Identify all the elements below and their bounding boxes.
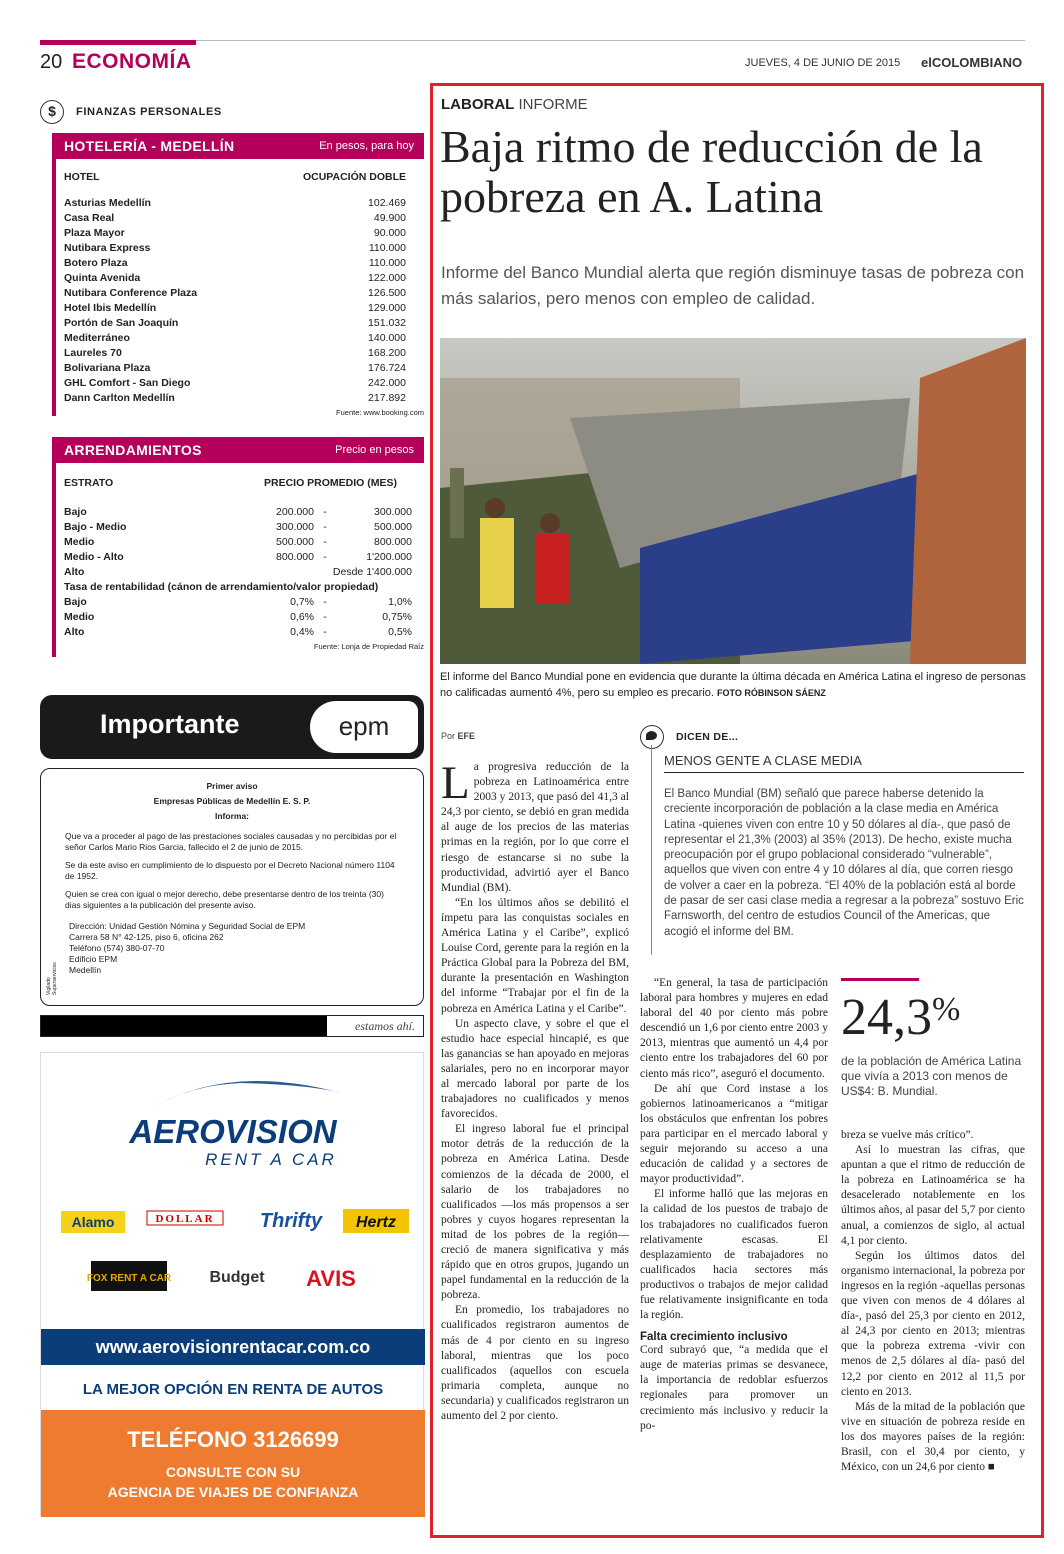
- tasa-label: Tasa de rentabilidad (cánon de arrendamiento/valor propiedad): [64, 581, 379, 593]
- article-col-1: [441, 757, 629, 1424]
- arriendo-row: [56, 505, 424, 520]
- c3-p2: Según los últimos datos del organismo internacional, la pobreza por ingresos en la región -aquellas personas que viven con menos de 4 dólares al día-, pasó del 25,3 por ciento en 2012, al 24,3 por ciento en 2013; mientras que la pobreza extrema -vivir con menos de 2,5 dólares al día- pasó del 12,2 por ciento en 2012 al 11,5 por ciento en 2013.: [841, 1249, 1025, 1398]
- newspaper-name: elCOLOMBIANO: [921, 55, 1023, 70]
- stat-unit: %: [932, 991, 961, 1028]
- logo-avis: AVIS: [306, 1266, 356, 1291]
- article-col-2: [640, 976, 828, 1434]
- hotel-name: Casa Real: [64, 212, 115, 224]
- ad-consult2: AGENCIA DE VIAJES DE CONFIANZA: [107, 1484, 359, 1500]
- hotel-price: 217.892: [368, 392, 406, 404]
- headline: Baja ritmo de reducción de la pobreza en A. Latina: [440, 121, 983, 222]
- arriendo-source: Fuente: Lonja de Propiedad Raíz: [313, 642, 424, 651]
- hotel-name: GHL Comfort - San Diego: [64, 377, 191, 389]
- hotel-row: [56, 301, 424, 316]
- finanzas-label: FINANZAS PERSONALES: [76, 106, 222, 118]
- section-title: ECONOMÍA: [72, 50, 192, 73]
- dash: -: [323, 626, 327, 638]
- address-line: Medellín: [69, 965, 102, 975]
- dek: Informe del Banco Mundial alerta que región disminuye tasas de pobreza con más salarios, pero menos con empleo de calidad.: [441, 263, 1025, 308]
- hotel-price: 90.000: [373, 227, 406, 239]
- ad-graphic: [41, 1053, 425, 1517]
- aviso-p2: Se da este aviso en cumplimiento de lo dispuesto por el Decreto Nacional número 1104 de 1952.: [65, 860, 395, 881]
- c2-p2: El informe halló que las mejoras en la calidad de los puestos de trabajo de los trabajadores no cualificados fueron relativamente escasas. El desplazamiento de trabajadores no cualificados hacia sectores más productivos o trabajos de mejor calidad fue relativamente insignificante en toda la región.: [640, 1188, 828, 1322]
- estrato-label: Medio: [64, 536, 95, 548]
- hotel-row: [56, 346, 424, 361]
- estrato-label: Bajo: [64, 506, 87, 518]
- byline-agency: EFE: [457, 731, 476, 741]
- vigilado-label: Vigilado Superservicios: [46, 962, 58, 995]
- dash: -: [323, 536, 327, 548]
- c1-p2: Un aspecto clave, y sobre el que el estudio hace especial hincapié, es que las ganancias se han apoyado en mejoras salariales, pero no en incorporar mayor al mercado laboral por parte de los trabajadores no cualificados y menos favorecidos.: [441, 1017, 629, 1121]
- subhead: Falta crecimiento inclusivo: [640, 1331, 788, 1344]
- estrato-label: Bajo - Medio: [64, 521, 127, 533]
- hotel-name: Quinta Avenida: [64, 272, 141, 284]
- price-min: 300.000: [276, 521, 314, 533]
- ad-url: www.aerovisionrentacar.com.co: [95, 1337, 371, 1357]
- hotel-price: 122.000: [368, 272, 406, 284]
- hotel-name: Nutibara Express: [64, 242, 151, 254]
- caption-text: El informe del Banco Mundial pone en evidencia que durante la última década en América Latina el ingreso de personas no calificadas aumentó 4%, pero su empleo es precario.: [440, 671, 1026, 699]
- arriendo-row: [56, 610, 424, 625]
- alto-value: Desde 1'400.000: [332, 566, 412, 578]
- address-line: Teléfono (574) 380-07-70: [69, 943, 165, 953]
- price-min: 500.000: [276, 536, 314, 548]
- importante-title: Importante: [100, 709, 240, 739]
- dash: -: [323, 596, 327, 608]
- arrendamientos-subtitle: Precio en pesos: [335, 444, 414, 456]
- stat-number: 24,3: [841, 989, 932, 1046]
- c3-p3: Más de la mitad de la población que vive en situación de pobreza reside en los dos mayores países de la región: Brasil, con el 30,4 por ciento, y México, con un 24,6 por ciento ■: [841, 1400, 1025, 1474]
- kicker-main: LABORAL: [441, 96, 515, 113]
- hotel-row: [56, 391, 424, 406]
- arriendo-row: [56, 595, 424, 610]
- c1-p1: “En los últimos años se debilitó el ímpetu para las conquistas sociales en América Latina y el Caribe”, explicó Louise Cord, gerente para la región en la Práctica Global para la Pobreza del BM, durante la presentación en Washington del informe “Trabajar por el fin de la pobreza en América Latina y el Caribe”.: [441, 896, 629, 1015]
- kicker: [441, 96, 588, 113]
- col-estrato: ESTRATO: [64, 477, 114, 489]
- aviso-address: [41, 921, 423, 976]
- hotel-name: Nutibara Conference Plaza: [64, 287, 198, 299]
- hotel-name: Plaza Mayor: [64, 227, 125, 239]
- estamos-text: estamos ahí.: [355, 1019, 415, 1033]
- hotel-row: [56, 226, 424, 241]
- ad-tagline: LA MEJOR OPCIÓN EN RENTA DE AUTOS: [82, 1381, 384, 1398]
- logo-thrifty: Thrifty: [259, 1210, 323, 1232]
- logo-dollar: DOLLAR: [155, 1213, 215, 1225]
- speech-bubble-icon: [640, 725, 664, 749]
- hotel-price: 110.000: [368, 242, 406, 254]
- section-accent: [40, 40, 196, 45]
- dateline: JUEVES, 4 DE JUNIO DE 2015: [745, 57, 901, 69]
- dash: -: [323, 551, 327, 563]
- price-min: 0,6%: [290, 611, 314, 623]
- arriendo-row: [56, 520, 424, 535]
- price-max: 0,75%: [382, 611, 412, 623]
- article-col-3: [841, 1128, 1025, 1475]
- arriendo-row: [56, 550, 424, 565]
- aviso-l2: Empresas Públicas de Medellín E. S. P.: [153, 796, 311, 806]
- dash: -: [323, 506, 327, 518]
- price-max: 300.000: [374, 506, 412, 518]
- dollar-icon: $: [40, 100, 64, 124]
- importante-banner: [40, 695, 424, 759]
- dash: -: [323, 521, 327, 533]
- hotel-price: 151.032: [368, 317, 406, 329]
- car-swoosh-icon: [151, 1081, 341, 1108]
- estrato-label: Medio - Alto: [64, 551, 124, 563]
- photo-caption: [440, 669, 1026, 701]
- dicen-rule: [651, 745, 652, 955]
- address-line: Carrera 58 N° 42-125, piso 6, oficina 262: [69, 932, 224, 942]
- hotel-price: 168.200: [368, 347, 406, 359]
- logo-budget: Budget: [209, 1269, 265, 1286]
- price-max: 1'200.000: [366, 551, 412, 563]
- dicen-title: MENOS GENTE A CLASE MEDIA: [664, 753, 1024, 773]
- hotel-row: [56, 241, 424, 256]
- hotel-price: 49.900: [373, 212, 406, 224]
- ad-brand: AEROVISION: [129, 1113, 337, 1150]
- address-line: Edificio EPM: [69, 954, 118, 964]
- kicker-sub: INFORME: [518, 96, 588, 113]
- byline: [441, 731, 475, 741]
- aviso-p3: Quien se crea con igual o mejor derecho, debe presentarse dentro de los treinta (30) dias siguientes a la publicación del presente aviso.: [65, 889, 384, 910]
- col-precio: PRECIO PROMEDIO (MES): [264, 477, 398, 489]
- hotel-price: 126.500: [368, 287, 406, 299]
- stat-value: [841, 988, 960, 1047]
- hotel-row: [56, 211, 424, 226]
- hotel-name: Asturias Medellín: [64, 197, 151, 209]
- price-min: 800.000: [276, 551, 314, 563]
- hotel-source: Fuente: www.booking.com: [336, 408, 424, 417]
- ad-consult1: CONSULTE CON SU: [165, 1464, 301, 1480]
- c1-p0: [441, 757, 629, 896]
- aviso-l3: Informa:: [215, 811, 249, 821]
- hotel-price: 110.000: [368, 257, 406, 269]
- hoteleria-box: [52, 133, 424, 416]
- hotel-name: Portón de San Joaquín: [64, 317, 179, 329]
- hotel-row: [56, 196, 424, 211]
- hotel-price: 176.724: [368, 362, 406, 374]
- dropcap: L: [441, 757, 470, 809]
- hotel-row: [56, 361, 424, 376]
- hotel-price: 140.000: [368, 332, 406, 344]
- price-max: 500.000: [374, 521, 412, 533]
- estrato-label: Bajo: [64, 596, 87, 608]
- stat-text: de la población de América Latina que vivía a 2013 con menos de US$4: B. Mundial.: [841, 1054, 1022, 1098]
- price-min: 200.000: [276, 506, 314, 518]
- hotel-name: Bolivariana Plaza: [64, 362, 151, 374]
- hotel-name: Dann Carlton Medellín: [64, 392, 175, 404]
- hotel-row: [56, 256, 424, 271]
- stat-accent: [841, 978, 919, 981]
- hotel-name: Laureles 70: [64, 347, 122, 359]
- price-max: 800.000: [374, 536, 412, 548]
- hotel-name: Hotel Ibis Medellín: [64, 302, 157, 314]
- person-2: [536, 534, 570, 604]
- hotel-price: 242.000: [368, 377, 406, 389]
- arriendo-row: [56, 625, 424, 640]
- byline-por: Por: [441, 731, 456, 741]
- photo-graphic: [440, 338, 1026, 664]
- hotel-name: Mediterráneo: [64, 332, 130, 344]
- aviso-l1: Primer aviso: [206, 781, 258, 791]
- price-max: 0,5%: [388, 626, 412, 638]
- tasa-list: [56, 595, 424, 640]
- article-photo[interactable]: [440, 338, 1026, 664]
- price-min: 0,4%: [290, 626, 314, 638]
- page-number: 20: [40, 51, 63, 73]
- aerovision-ad[interactable]: [40, 1052, 424, 1516]
- address-line: Dirección: Unidad Gestión Nómina y Seguridad Social de EPM: [69, 921, 306, 931]
- epm-logo: epm: [310, 701, 418, 753]
- col-hotel: HOTEL: [64, 171, 100, 183]
- logo-hertz: Hertz: [355, 1214, 397, 1231]
- aviso-p1: Que va a proceder al pago de las prestaciones sociales causadas y no percibidas por el señor Carlos Mario Rios Garcia, fallecido el 2 de junio de 2015.: [65, 831, 397, 852]
- c1-p4: En promedio, los trabajadores no cualificados registraron aumentos de más de 4 por ciento en su ingreso laboral, mientras que los poco cualificados (aquellos con escuela primaria completa, aunque no secundaria) y cualificados registraron un aumento del 2 por ciento.: [441, 1304, 629, 1423]
- estrato-label: Alto: [64, 626, 85, 638]
- arriendo-row: [56, 535, 424, 550]
- hotel-row: [56, 316, 424, 331]
- ad-phone: TELÉFONO 3126699: [127, 1427, 339, 1452]
- hotel-name: Botero Plaza: [64, 257, 128, 269]
- hoteleria-subtitle: En pesos, para hoy: [319, 140, 414, 152]
- price-max: 1,0%: [388, 596, 412, 608]
- ad-sub: RENT A CAR: [205, 1150, 337, 1169]
- col-ocupacion: OCUPACIÓN DOBLE: [302, 171, 406, 183]
- c1-p0-text: a progresiva reducción de la pobreza en Latinoamérica entre 2003 y 2013, que pasó del 41,3 al 24,3 por ciento, se debió en gran medida al auge de los precios de las materias primas en la región, por lo que corre el riesgo de estancarse si no sube la productividad, advirtió ayer el Banco Mundial (BM).: [441, 761, 629, 894]
- estamos-bar: [40, 1015, 424, 1037]
- c2-p0: “En general, la tasa de participación laboral para hombres y mujeres en edad laboral del 40 por ciento más pobre descendió un 1,6 por ciento entre 2003 y 2013, mientras que aumentó un 4,4 por ciento entre los trabajadores del 60 por ciento más rico”, aseguró el documento.: [640, 977, 828, 1080]
- hotel-list: [56, 196, 424, 406]
- c3-p0: breza se vuelve más crítico”.: [841, 1129, 974, 1141]
- c3-p1: Así lo muestran las cifras, que apuntan a que el ritmo de reducción de la pobreza en Latinoamérica se ha desacelerado notablemente en los últimos años, al pasar del 5,7 por ciento anual, a comienzos de siglo, al actual 4,1 por ciento.: [841, 1144, 1025, 1247]
- hotel-row: [56, 331, 424, 346]
- brick-wall: [910, 338, 1026, 664]
- dicen-label: DICEN DE...: [676, 731, 739, 743]
- hotel-price: 129.000: [368, 302, 406, 314]
- hotel-price: 102.469: [368, 197, 406, 209]
- estrato-label: Medio: [64, 611, 95, 623]
- dash: -: [323, 611, 327, 623]
- price-min: 0,7%: [290, 596, 314, 608]
- c1-p3: El ingreso laboral fue el principal motor detrás de la reducción de la pobreza en América Latina. Desde comienzos de la década de 2000, el salario de los trabajadores no cualificados —los más propensos a ser pobres y cuyos hogares representan la mitad de los pobres de la región— creció de manera significativa y más rápido que en otros grupos, jugando un papel fundamental en la reducción de la pobreza.: [441, 1123, 629, 1302]
- logo-alamo: Alamo: [71, 1214, 115, 1230]
- logo-fox: FOX RENT A CAR: [86, 1273, 172, 1284]
- arrendamientos-title: ARRENDAMIENTOS: [64, 442, 202, 458]
- c2-p3: Cord subrayó que, “a medida que el auge de materias primas se desvanece, la importancia de redoblar esfuerzos regionales para promover un crecimiento más inclusivo y reducir la po-: [640, 1344, 828, 1432]
- hoteleria-title: HOTELERÍA - MEDELLÍN: [64, 138, 235, 154]
- dicen-text: El Banco Mundial (BM) señaló que parece haberse detenido la creciente incorporación de población a la clase media en América Latina -quienes viven con entre 10 y 50 dólares al día-, que pasó de representar el 21,3% (2003) al 35% (2013). De hecho, existe mucha preocupación por el grupo poblacional considerado “vulnerable”, aquellos que viven con entre 4 y 10 dólares al día, que corren riesgo de volver a caer en la pobreza. “El 40% de la población está al borde de pasar de ser casi clase media a regresar a la pobreza” sostuvo Eric Farnsworth, del centro de estudios Council of the Americas, que acogió el informe del BM.: [664, 788, 1024, 938]
- arrendamientos-box: [52, 437, 424, 657]
- aviso-box: [40, 768, 424, 1006]
- photo-credit: FOTO RÓBINSON SÁENZ: [717, 688, 826, 698]
- hotel-row: [56, 286, 424, 301]
- alto-label: Alto: [64, 566, 85, 578]
- hotel-row: [56, 376, 424, 391]
- hotel-row: [56, 271, 424, 286]
- c2-p1: De ahí que Cord instase a los gobiernos latinoamericanos a “mitigar los obstáculos que enfrentan los pobres para participar en el mercado laboral y seguir mejorando su acceso a una educación de calidad y a sectores de mayor productividad”.: [640, 1082, 828, 1186]
- person-1: [480, 518, 514, 608]
- arriendo-list: [56, 505, 424, 565]
